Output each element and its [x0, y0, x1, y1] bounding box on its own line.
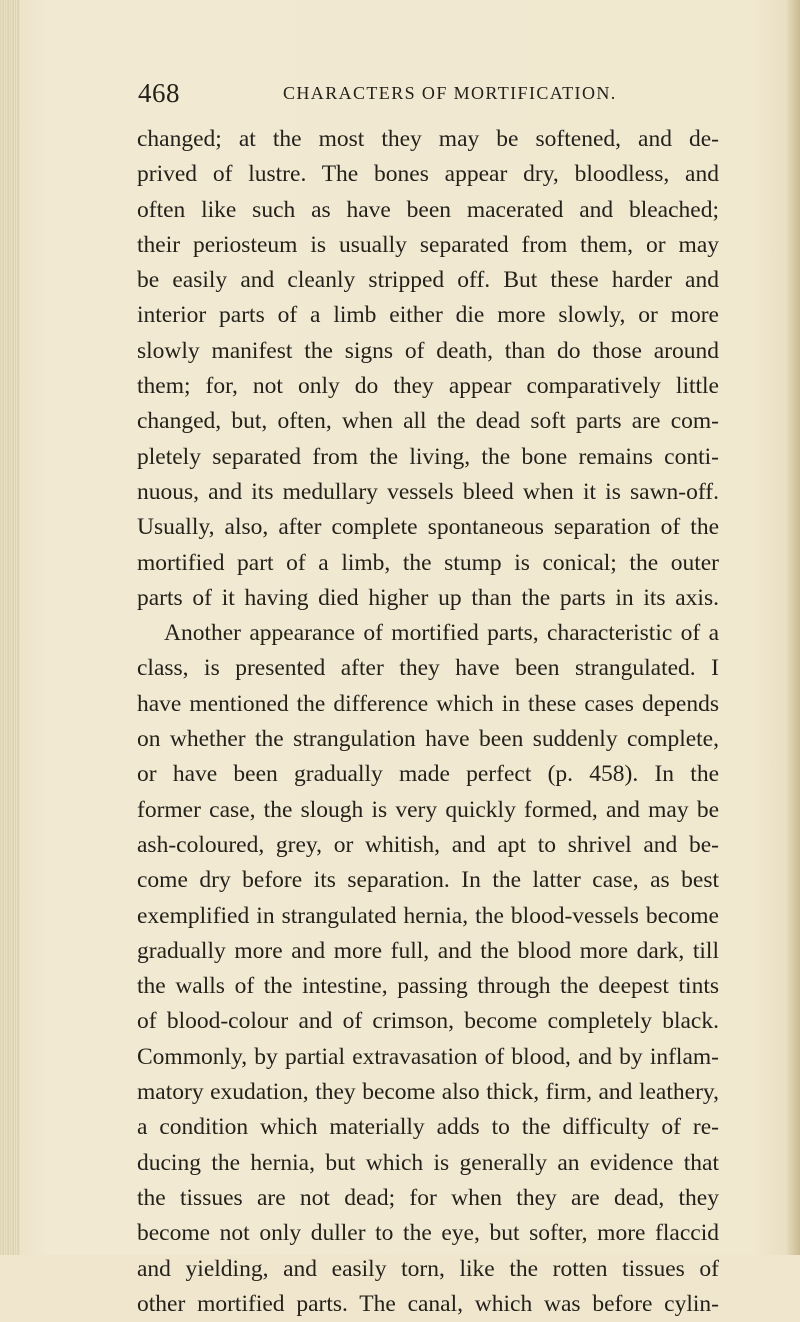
text-line: ducing the hernia, but which is generally an evidence that	[137, 1149, 719, 1176]
text-line: parts of it having died higher up than the parts in its axis.	[137, 584, 719, 611]
text-line: their periosteum is usually separated from them, or may	[137, 231, 719, 258]
text-line: a condition which materially adds to the difficulty of re-	[137, 1114, 719, 1141]
text-line: pletely separated from the living, the bone remains conti-	[137, 443, 719, 470]
text-line: often like such as have been macerated and bleached;	[137, 196, 719, 223]
paragraph-first-line: Another appearance of mortified parts, characteristic of a	[164, 620, 719, 647]
page-number: 468	[138, 78, 180, 108]
page-edge	[786, 0, 800, 1255]
text-line: interior parts of a limb either die more slowly, or more	[137, 302, 719, 329]
text-line: prived of lustre. The bones appear dry, bloodless, and	[137, 161, 719, 188]
text-line: and yielding, and easily torn, like the rotten tissues of	[137, 1255, 719, 1282]
text-line: or have been gradually made perfect (p. 458). In the	[137, 761, 719, 788]
text-line: become not only duller to the eye, but softer, more flaccid	[137, 1220, 719, 1247]
text-line: ash-coloured, grey, or whitish, and apt to shrivel and be-	[137, 831, 719, 858]
binding-edge	[0, 0, 20, 1255]
text-line: on whether the strangulation have been suddenly complete,	[137, 726, 719, 753]
text-line: exemplified in strangulated hernia, the blood-vessels become	[137, 902, 719, 929]
text-line: matory exudation, they become also thick, firm, and leathery,	[137, 1079, 719, 1106]
page-header	[138, 78, 720, 110]
text-line: have mentioned the difference which in these cases depends	[137, 690, 719, 717]
text-line: Commonly, by partial extravasation of blood, and by inflam-	[137, 1043, 719, 1070]
text-line: the walls of the intestine, passing through the deepest tints	[137, 973, 719, 1000]
body-text	[137, 122, 719, 1322]
text-line: mortified part of a limb, the stump is conical; the outer	[137, 549, 719, 576]
text-line: class, is presented after they have been strangulated. I	[137, 655, 719, 682]
text-line: come dry before its separation. In the latter case, as best	[137, 867, 719, 894]
text-line: be easily and cleanly stripped off. But these harder and	[137, 267, 719, 294]
text-line: changed; at the most they may be softened, and de-	[137, 126, 719, 152]
text-line: gradually more and more full, and the blood more dark, till	[137, 937, 719, 964]
text-line: other mortified parts. The canal, which was before cylin-	[137, 1290, 719, 1317]
text-line: changed, but, often, when all the dead soft parts are com-	[137, 408, 719, 435]
text-line: Usually, also, after complete spontaneous separation of the	[137, 514, 719, 541]
text-line: them; for, not only do they appear comparatively little	[137, 373, 719, 400]
running-head: CHARACTERS OF MORTIFICATION.	[283, 83, 617, 103]
text-line: former case, the slough is very quickly formed, and may be	[137, 796, 719, 823]
text-line: slowly manifest the signs of death, than do those around	[137, 337, 719, 364]
text-line: of blood-colour and of crimson, become completely black.	[137, 1008, 719, 1035]
text-line: the tissues are not dead; for when they are dead, they	[137, 1184, 719, 1211]
text-line: nuous, and its medullary vessels bleed when it is sawn-off.	[137, 478, 719, 505]
